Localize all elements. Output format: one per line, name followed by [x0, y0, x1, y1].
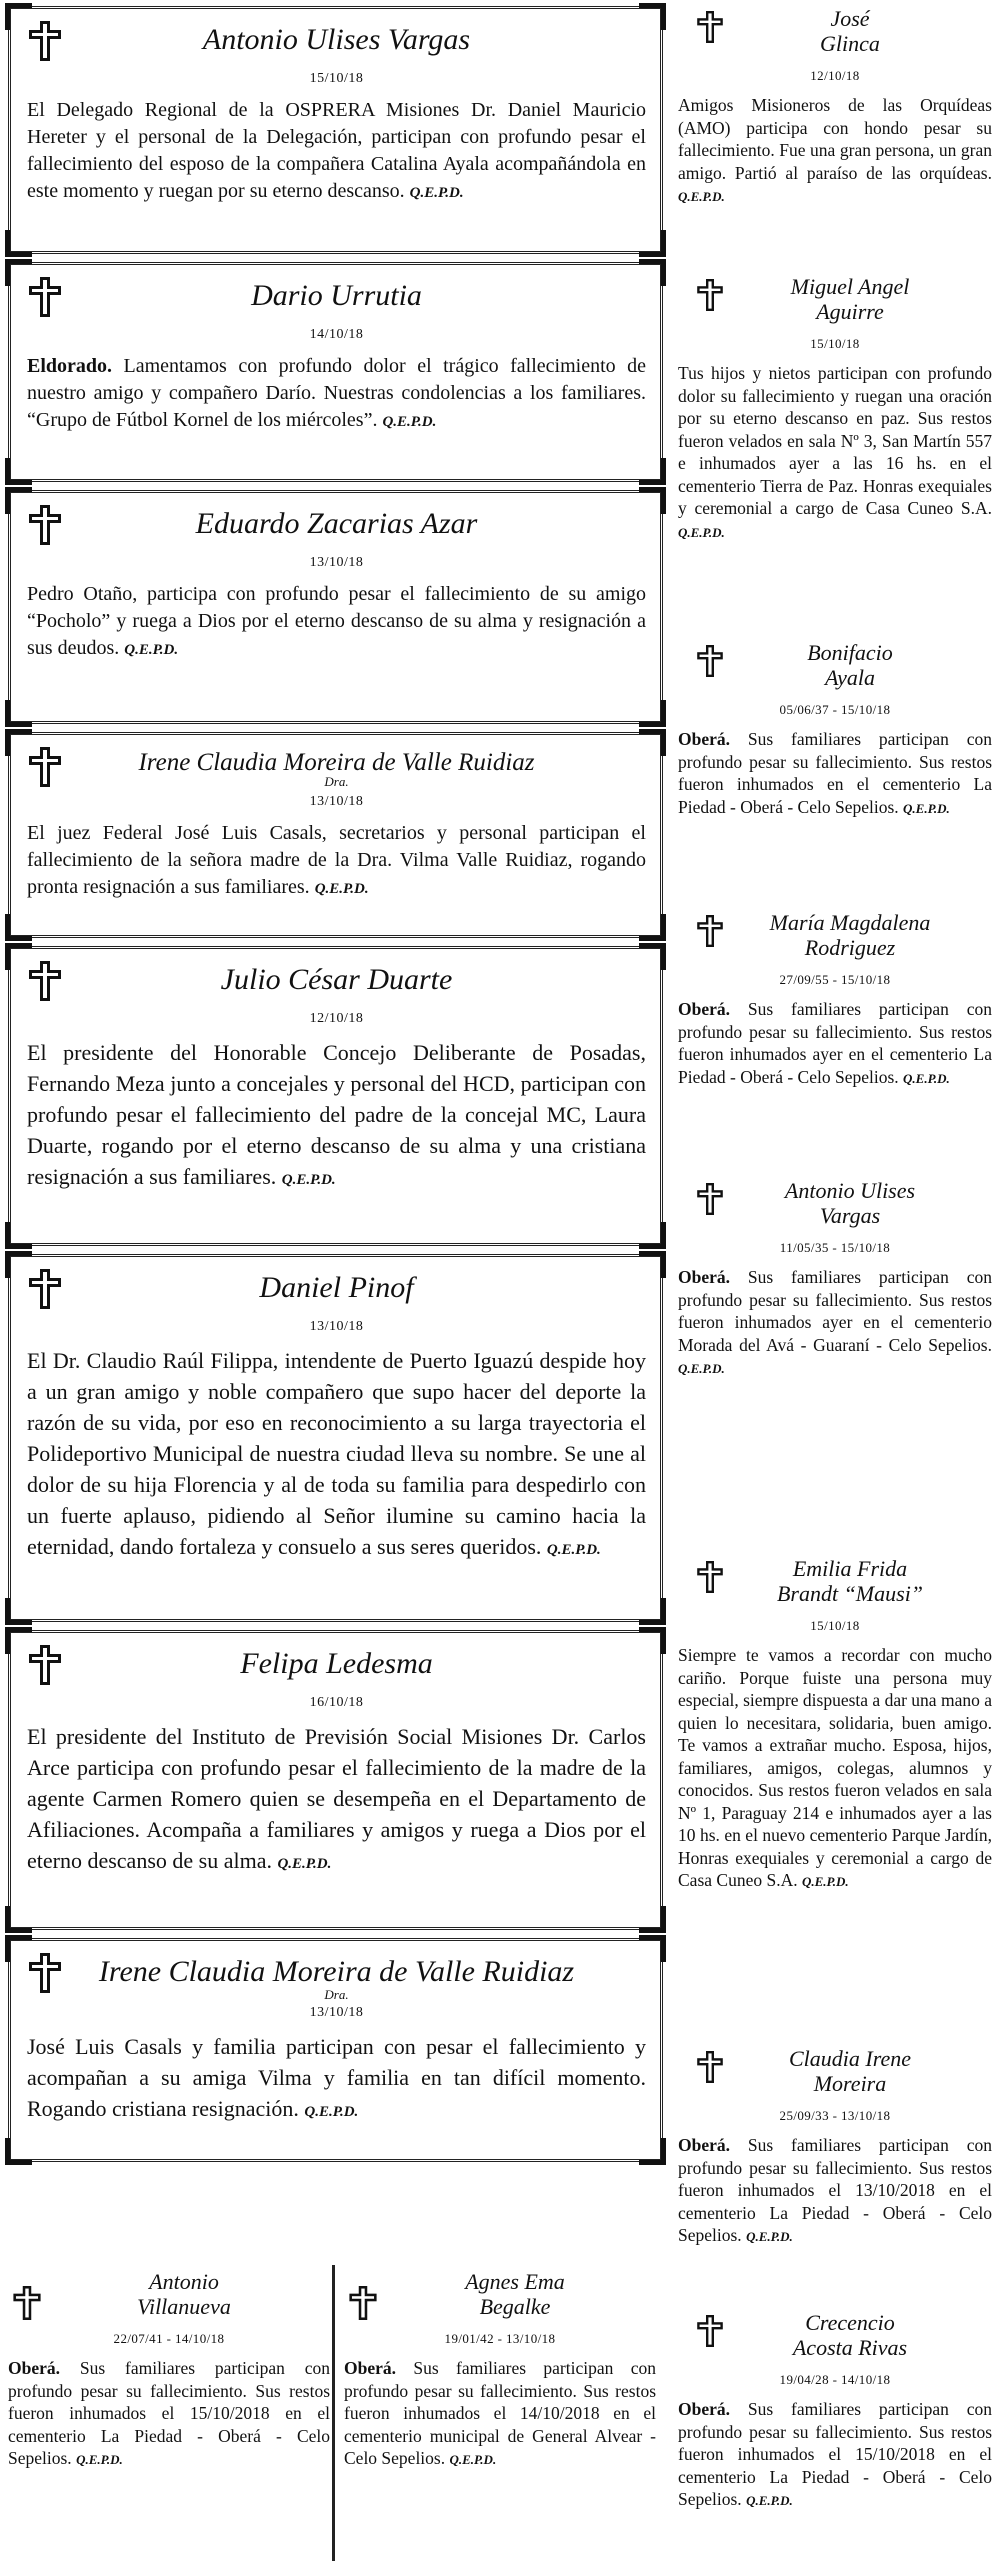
cross-icon [25, 959, 65, 1003]
cross-icon [25, 503, 65, 547]
cross-icon [25, 745, 65, 789]
obituary-text: José Luis Casals y familia participan con pesar el fallecimiento y acompañan a su amiga Vilma y familia en tan difícil momento. Rogando cristiana resignación. Q.E.P.D. [27, 2034, 646, 2121]
obituary-item [678, 640, 992, 910]
left-column [8, 6, 663, 2170]
deceased-name: Dario Urrutia [251, 279, 422, 312]
obituary-text: Oberá. Sus familiares participan con profundo pesar su fallecimiento. Sus restos fueron inhumados el 15/10/2018 en el cementerio La Piedad - Oberá - Celo Sepelios. Q.E.P.D. [678, 2399, 992, 2509]
obituary-box [8, 1630, 663, 1930]
cross-icon [694, 2048, 726, 2086]
obituary-date: 15/10/18 [309, 71, 364, 86]
deceased-name: Antonio Villanueva [137, 2269, 231, 2319]
obituary-date: 22/07/41 - 14/10/18 [113, 2331, 225, 2346]
obituary-item [678, 2310, 992, 2566]
obituary-date: 15/10/18 [810, 1618, 860, 1633]
right-column [678, 6, 992, 2566]
obituary-item [678, 1178, 992, 1556]
cross-icon [694, 2312, 726, 2350]
deceased-name: Felipa Ledesma [240, 1647, 433, 1680]
obituary-item [678, 1556, 992, 2046]
cross-icon [10, 2283, 44, 2323]
obituary-text: El Delegado Regional de la OSPRERA Misiones Dr. Daniel Mauricio Hereter y el personal de la Delegación, participan con profundo pesar el fallecimiento del esposo de la compañera Catalina Ayala acompañándola en este momento y ruegan por su eterno descanso. Q.E.P.D. [27, 99, 646, 202]
cross-icon [694, 1180, 726, 1218]
obituary-box [8, 732, 663, 938]
obituary-date: 13/10/18 [309, 1319, 364, 1334]
cross-icon [25, 1643, 65, 1687]
column-divider [332, 2265, 335, 2561]
obituary-box [8, 946, 663, 1246]
bottom-row [0, 2265, 660, 2561]
deceased-title: Dra. [324, 774, 349, 789]
obituary-item [8, 2265, 330, 2472]
deceased-name: María Magdalena Rodriguez [769, 910, 931, 960]
obituary-date: 12/10/18 [309, 1011, 364, 1026]
obituary-date: 25/09/33 - 13/10/18 [779, 2108, 891, 2123]
obituary-text: Pedro Otaño, participa con profundo pesar el fallecimiento de su amigo “Pocholo” y ruega a Dios por el eterno descanso de su alma y resignación a sus deudos. Q.E.P.D. [27, 583, 646, 659]
cross-icon [694, 912, 726, 950]
obituary-date: 13/10/18 [309, 2005, 364, 2020]
deceased-name: Daniel Pinof [259, 1271, 414, 1304]
deceased-name: Irene Claudia Moreira de Valle Ruidiaz [138, 749, 535, 776]
deceased-title: Dra. [324, 1987, 349, 2002]
obituary-box [8, 6, 663, 254]
obituary-box [8, 1254, 663, 1622]
obituary-date: 05/06/37 - 15/10/18 [779, 702, 891, 717]
obituary-item [344, 2265, 656, 2472]
cross-icon [694, 642, 726, 680]
obituary-date: 13/10/18 [309, 794, 364, 809]
deceased-name: Claudia Irene Moreira [789, 2046, 911, 2096]
obituary-date: 15/10/18 [810, 336, 860, 351]
obituary-text: Siempre te vamos a recordar con mucho cariño. Porque fuiste una persona muy especial, siempre dispuesta a dar una mano a quien lo necesitara, solidaria, buen amigo. Te vamos a extrañar mucho. Esposa, hijos, familiares, amigos, colegas, alumnos y conocidos. Sus restos fueron velados en sala Nº 1, Paraguay 214 e inhumados ayer a las 10 hs. en el nuevo cementerio Parque Jardín, Honras exequiales y ceremonial a cargo de Casa Cuneo S.A. Q.E.P.D. [678, 1645, 992, 1890]
obituary-text: Oberá. Sus familiares participan con profundo pesar su fallecimiento. Sus restos fueron inhumados el 14/10/2018 en el cementerio municipal de General Alvear - Celo Sepelios. Q.E.P.D. [344, 2358, 656, 2468]
obituary-text: Oberá. Sus familiares participan con profundo pesar su fallecimiento. Sus restos fueron inhumados ayer en el cementerio La Piedad - Oberá - Celo Sepelios. Q.E.P.D. [678, 999, 992, 1087]
obituary-text: Oberá. Sus familiares participan con profundo pesar su fallecimiento. Sus restos fueron inhumados ayer en el cementerio Morada del Avá - Guaraní - Celo Sepelios. Q.E.P.D. [678, 1267, 992, 1376]
cross-icon [25, 1267, 65, 1311]
deceased-name: Agnes Ema Begalke [465, 2269, 565, 2319]
obituary-text: Oberá. Sus familiares participan con profundo pesar su fallecimiento. Sus restos fueron inhumados en el cementerio La Piedad - Oberá - Celo Sepelios. Q.E.P.D. [678, 729, 992, 817]
obituary-date: 16/10/18 [309, 1695, 364, 1710]
obituary-date: 19/01/42 - 13/10/18 [444, 2331, 556, 2346]
cross-icon [25, 19, 65, 63]
deceased-name: Antonio Ulises Vargas [202, 23, 471, 56]
obituary-text: Oberá. Sus familiares participan con profundo pesar su fallecimiento. Sus restos fueron inhumados el 13/10/2018 en el cementerio La Piedad - Oberá - Celo Sepelios. Q.E.P.D. [678, 2135, 992, 2245]
obituary-date: 11/05/35 - 15/10/18 [779, 1240, 891, 1255]
obituary-date: 19/04/28 - 14/10/18 [779, 2372, 891, 2387]
deceased-name: Bonifacio Ayala [807, 640, 893, 690]
cross-icon [25, 1951, 65, 1995]
obituary-item [678, 2046, 992, 2310]
cross-icon [346, 2283, 380, 2323]
obituary-item [678, 274, 992, 640]
cross-icon [694, 276, 726, 314]
obituary-text: Tus hijos y nietos participan con profundo dolor su fallecimiento y ruegan una oración por su eterno descanso en paz. Sus restos fueron velados en sala Nº 3, San Martín 557 e inhumados ayer a las 16 hs. en el cementerio Tierra de Paz. Honras exequiales y ceremonial a cargo de Casa Cuneo S.A. Q.E.P.D. [678, 363, 992, 540]
obituary-text: El juez Federal José Luis Casals, secretarios y personal participan el fallecimiento de la señora madre de la Dra. Vilma Valle Ruidiaz, rogando pronta resignación a sus familiares. Q.E.P.D. [27, 822, 646, 898]
obituary-text: Oberá. Sus familiares participan con profundo pesar su fallecimiento. Sus restos fueron inhumados el 15/10/2018 en el cementerio La Piedad - Oberá - Celo Sepelios. Q.E.P.D. [8, 2358, 330, 2468]
cross-icon [694, 8, 726, 46]
cross-icon [694, 1558, 726, 1596]
obituary-text: El presidente del Instituto de Previsión Social Misiones Dr. Carlos Arce participa con profundo pesar el fallecimiento de la madre de la agente Carmen Romero quien se desempeña en el Departamento de Afiliaciones. Acompaña a familiares y amigos y ruega a Dios por el eterno descanso de su alma. Q.E.P.D. [27, 1724, 646, 1873]
obituary-date: 13/10/18 [309, 555, 364, 570]
obituary-text: Amigos Misioneros de las Orquídeas (AMO) participa con hondo pesar su fallecimiento. Fue una gran persona, un gran amigo. Partió al paraíso de las orquídeas. Q.E.P.D. [678, 95, 992, 204]
deceased-name: Miguel Angel Aguirre [790, 274, 910, 324]
deceased-name: Julio César Duarte [220, 963, 453, 996]
obituary-item [678, 6, 992, 274]
cross-icon [25, 275, 65, 319]
obituary-box [8, 262, 663, 482]
obituary-date: 27/09/55 - 15/10/18 [779, 972, 891, 987]
obituary-item [678, 910, 992, 1178]
obituary-date: 12/10/18 [810, 68, 860, 83]
deceased-name: Crecencio Acosta Rivas [792, 2310, 908, 2360]
obituary-text: El Dr. Claudio Raúl Filippa, intendente de Puerto Iguazú despide hoy a un gran amigo y noble compañero que supo hacer del deporte la razón de su vida, por eso en reconocimiento a su larga trayectoria el Polideportivo Municipal de nuestra ciudad lleva su nombre. Se une al dolor de su hija Florencia y al de toda su familia para despedirlo con un fuerte aplauso, pidiendo al Señor ilumine su camino hacia la eternidad, dando fortaleza y consuelo a sus seres queridos. Q.E.P.D. [27, 1348, 646, 1559]
obituary-date: 14/10/18 [309, 327, 364, 342]
obituary-box [8, 490, 663, 724]
obituary-text: El presidente del Honorable Concejo Deliberante de Posadas, Fernando Meza junto a concejales y personal del HCD, participan con profundo pesar el fallecimiento del padre de la concejal MC, Laura Duarte, rogando por el eterno descanso de su alma y una cristiana resignación a sus familiares. Q.E.P.D. [27, 1040, 646, 1189]
deceased-name: Antonio Ulises Vargas [784, 1178, 916, 1228]
obituary-box [8, 1938, 663, 2162]
deceased-name: Irene Claudia Moreira de Valle Ruidiaz [98, 1955, 575, 1988]
deceased-name: José Glinca [820, 6, 880, 56]
obituary-text: Eldorado. Lamentamos con profundo dolor el trágico fallecimiento de nuestro amigo y compañero Darío. Nuestras condolencias a los familiares. “Grupo de Fútbol Kornel de los miércoles”. Q.E.P.D. [27, 355, 647, 431]
deceased-name: Emilia Frida Brandt “Mausi” [776, 1556, 924, 1606]
deceased-name: Eduardo Zacarias Azar [195, 507, 478, 540]
